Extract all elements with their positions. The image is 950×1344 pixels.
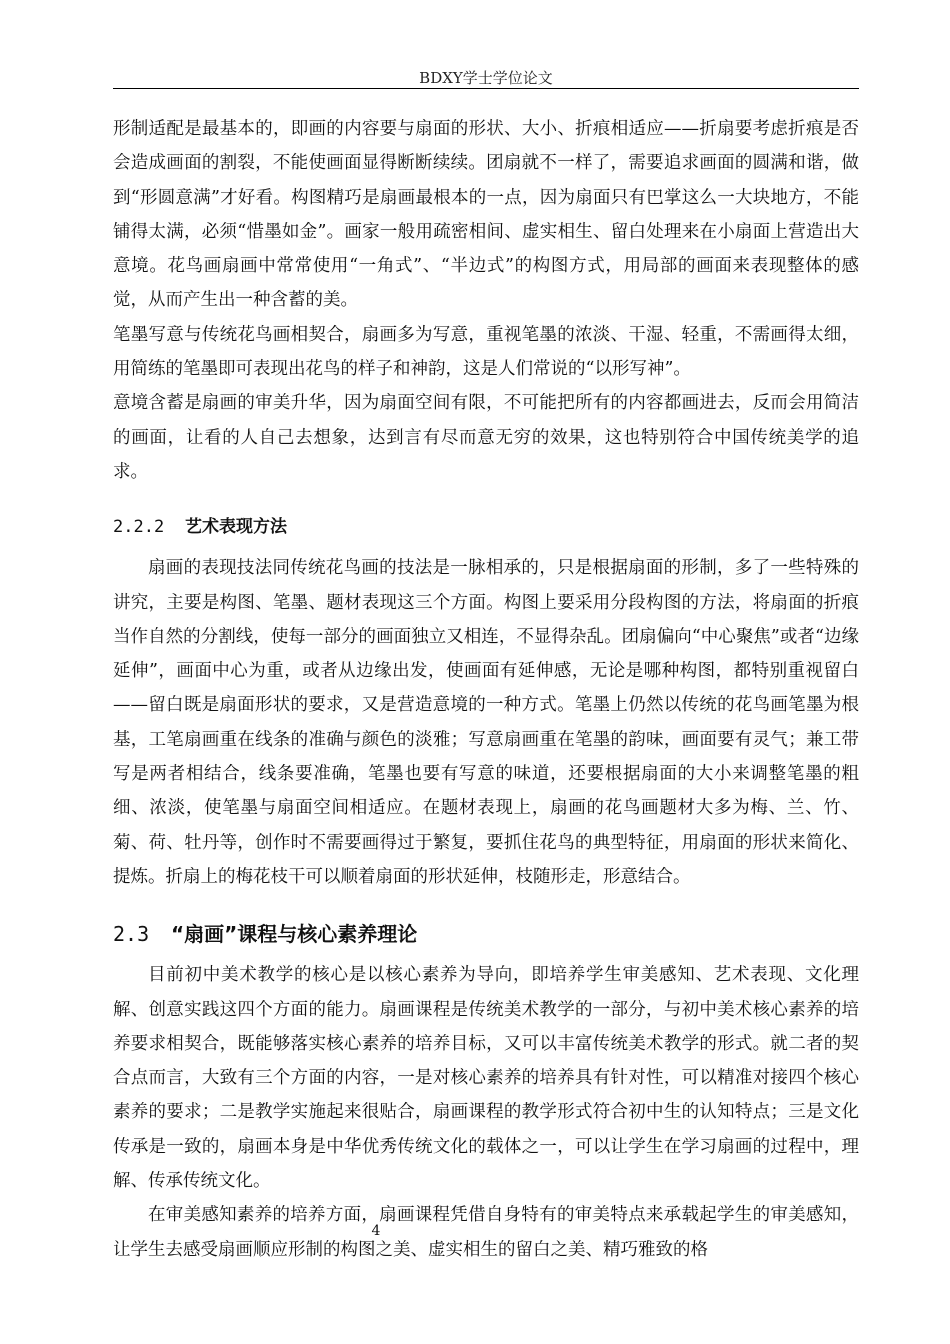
page-number: 4	[371, 1223, 381, 1239]
paragraph-artistic-conception: 意境含蓄是扇画的审美升华，因为扇面空间有限，不可能把所有的内容都画进去，反而会用简洁的画面，让看的人自己去想象，达到言有尽而意无穷的效果，这也特别符合中国传统美学的追求。	[113, 393, 859, 482]
paragraph-expression-techniques: 扇画的表现技法同传统花鸟画的技法是一脉相承的，只是根据扇面的形制，多了一些特殊的讲究，主要是构图、笔墨、题材表现这三个方面。构图上要采用分段构图的方法，将扇面的折痕当作自然的分割线，使每一部分的画面独立又相连，不显得杂乱。团扇偏向“中心聚焦”或者“边缘延伸”，画面中心为重，或者从边缘出发，使画面有延伸感，无论是哪种构图，都特别重视留白——留白既是扇面形状的要求，又是营造意境的一种方式。笔墨上仍然以传统的花鸟画笔墨为根基，工笔扇画重在线条的准确与颜色的淡雅；写意扇画重在笔墨的韵味，画面要有灵气；兼工带写是两者相结合，线条要准确，笔墨也要有写意的味道，还要根据扇面的大小来调整笔墨的粗细、浓淡，使笔墨与扇面空间相适应。在题材表现上，扇画的花鸟画题材大多为梅、兰、竹、菊、荷、牡丹等，创作时不需要画得过于繁复，要抓住花鸟的典型特征，用扇面的形状来简化、提炼。折扇上的梅花枝干可以顺着扇面的形状延伸，枝随形走，形意结合。	[113, 558, 859, 887]
section-heading-2-2-2	[113, 507, 859, 547]
section-heading-2-3	[113, 914, 859, 954]
paragraph-core-literacy: 目前初中美术教学的核心是以核心素养为导向，即培养学生审美感知、艺术表现、文化理解、创意实践这四个方面的能力。扇画课程是传统美术教学的一部分，与初中美术核心素养的培养要求相契合，既能够落实核心素养的培养目标，又可以丰富传统美术教学的形式。就二者的契合点而言，大致有三个方面的内容，一是对核心素养的培养具有针对性，可以精准对接四个核心素养的要求；二是教学实施起来很贴合，扇画课程的教学形式符合初中生的认知特点；三是文化传承是一致的，扇画本身是中华优秀传统文化的载体之一，可以让学生在学习扇画的过程中，理解、传承传统文化。	[113, 965, 859, 1192]
section-number: 2.2.2	[113, 517, 165, 538]
section-number: 2.3	[113, 922, 150, 947]
section-title: 艺术表现方法	[185, 517, 287, 538]
header-rule	[113, 88, 859, 89]
page-body	[113, 112, 859, 1267]
running-header: BDXY学士学位论文	[419, 69, 553, 87]
paragraph-form-adaptation: 形制适配是最基本的，即画的内容要与扇面的形状、大小、折痕相适应——折扇要考虑折痕是否会造成画面的割裂，不能使画面显得断断续续。团扇就不一样了，需要追求画面的圆满和谐，做到“形圆意满”才好看。构图精巧是扇画最根本的一点，因为扇面只有巴掌这么一大块地方，不能铺得太满，必须“惜墨如金”。画家一般用疏密相间、虚实相生、留白处理来在小扇面上营造出大意境。花鸟画扇画中常常使用“一角式”、“半边式”的构图方式，用局部的画面来表现整体的感觉，从而产生出一种含蓄的美。	[113, 119, 859, 311]
paragraph-aesthetic-perception: 在审美感知素养的培养方面，扇画课程凭借自身特有的审美特点来承载起学生的审美感知，让学生去感受扇画顺应形制的构图之美、虚实相生的留白之美、精巧雅致的格	[113, 1205, 859, 1260]
section-title: “扇画”课程与核心素养理论	[171, 922, 418, 947]
paragraph-brush-ink: 笔墨写意与传统花鸟画相契合，扇画多为写意，重视笔墨的浓淡、干湿、轻重，不需画得太细，用简练的笔墨即可表现出花鸟的样子和神韵，这是人们常说的“以形写神”。	[113, 324, 859, 380]
